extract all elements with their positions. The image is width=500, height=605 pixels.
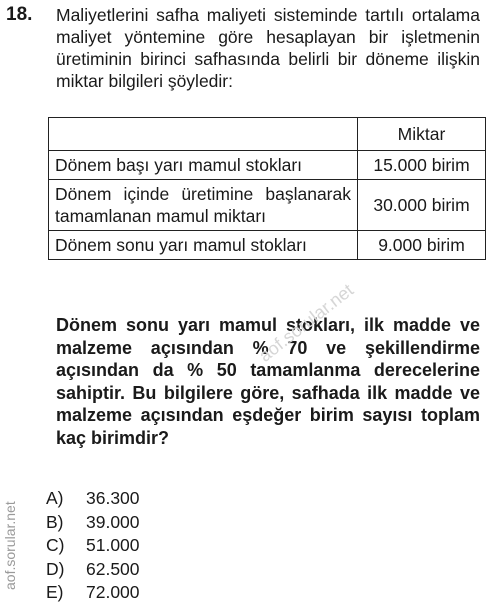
- question-number: 18.: [6, 4, 33, 25]
- option-text: 36.300: [86, 488, 140, 508]
- option-letter: D): [46, 558, 65, 579]
- question-stem: Dönem sonu yarı mamul stokları, ilk madde ve malzeme açısından % 70 ve şekillendirme açısından da % 50 tamamlanma derecelerine sahiptir. Bu bilgilere göre, safhada ilk madde ve malzeme açısından eşdeğer birim sayısı toplam kaç birimdir?: [56, 315, 480, 448]
- option-letter: A): [46, 488, 64, 508]
- table-cell-quantity: 9.000 birim: [358, 231, 486, 260]
- quantity-table: [48, 117, 486, 260]
- table-cell-label: Dönem başı yarı mamul stokları: [49, 151, 358, 180]
- table-row: [49, 180, 486, 231]
- option-b[interactable]: [46, 511, 140, 535]
- option-text: 51.000: [86, 535, 140, 555]
- table-cell-quantity: 30.000 birim: [358, 180, 486, 231]
- side-watermark: aof.sorular.net: [2, 501, 18, 590]
- table-header-cell-quantity: Miktar: [358, 118, 486, 151]
- option-letter: E): [46, 582, 64, 602]
- option-text: 72.000: [86, 582, 140, 602]
- option-d[interactable]: [46, 558, 140, 582]
- option-e[interactable]: [46, 581, 140, 605]
- option-letter: B): [46, 511, 64, 532]
- table-cell-label: Dönem içinde üretimine başlanarak tamamlanan mamul miktarı: [49, 180, 358, 231]
- table-row: [49, 231, 486, 260]
- table-header-cell-label: [49, 118, 358, 151]
- option-c[interactable]: [46, 534, 140, 558]
- option-text: 39.000: [86, 511, 140, 532]
- table-cell-label: Dönem sonu yarı mamul stokları: [49, 231, 358, 260]
- table-header-row: [49, 118, 486, 151]
- center-watermark: aof.sorular.net: [255, 279, 358, 366]
- answer-options: [46, 487, 140, 605]
- option-a[interactable]: [46, 487, 140, 511]
- table-cell-quantity: 15.000 birim: [358, 151, 486, 180]
- option-letter: C): [46, 535, 65, 555]
- option-text: 62.500: [86, 558, 140, 579]
- table-row: [49, 151, 486, 180]
- question-intro: Maliyetlerini safha maliyeti sisteminde tartılı ortalama maliyet yöntemine göre hesaplayan bir işletmenin üretiminin birinci safhasında belirli bir döneme ilişkin miktar bilgileri şöyledir:: [56, 5, 480, 91]
